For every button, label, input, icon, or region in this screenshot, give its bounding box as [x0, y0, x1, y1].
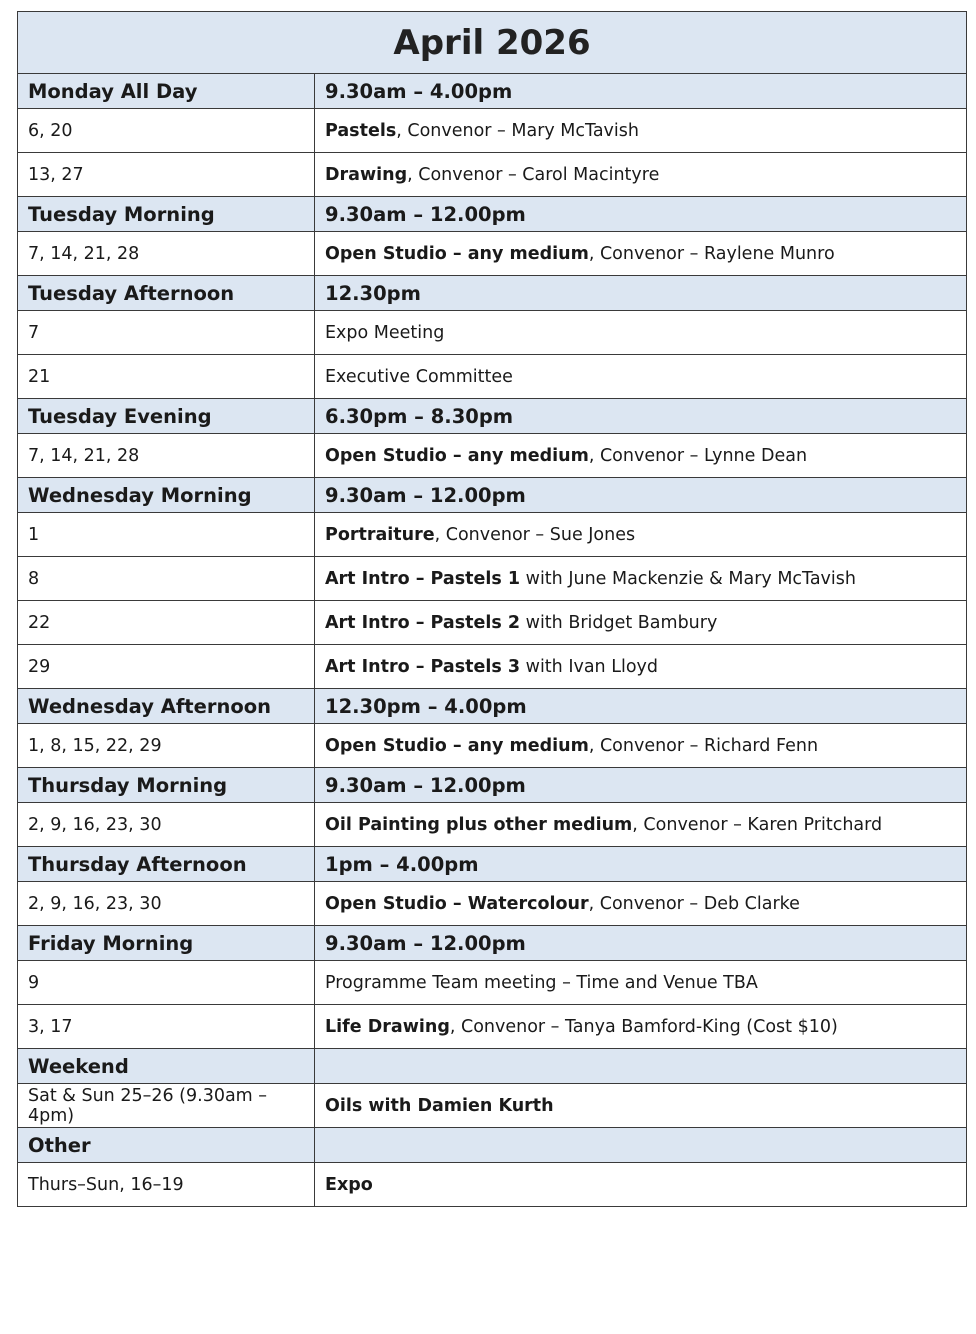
table-row: [18, 1005, 967, 1049]
section-header-row: [18, 478, 967, 513]
table-row: [18, 513, 967, 557]
session-description: [315, 1005, 967, 1049]
section-day-label: Friday Morning: [18, 926, 315, 961]
session-details: , Convenor – Richard Fenn: [588, 735, 819, 756]
section-header-row: [18, 276, 967, 311]
table-row: [18, 355, 967, 399]
session-dates: 7, 14, 21, 28: [18, 232, 315, 276]
section-time: [315, 1128, 967, 1163]
session-dates: 8: [18, 557, 315, 601]
session-description: [315, 803, 967, 847]
section-time: [315, 1049, 967, 1084]
section-time: 12.30pm: [315, 276, 967, 311]
section-day-label: Tuesday Morning: [18, 197, 315, 232]
session-dates: 22: [18, 601, 315, 645]
session-details: with Ivan Lloyd: [520, 656, 658, 677]
section-day-label: Tuesday Afternoon: [18, 276, 315, 311]
session-title: Art Intro – Pastels 2: [325, 612, 521, 633]
session-title: Art Intro – Pastels 1: [325, 568, 521, 589]
session-details: , Convenor – Lynne Dean: [588, 445, 808, 466]
session-dates: 3, 17: [18, 1005, 315, 1049]
session-dates: Sat & Sun 25–26 (9.30am – 4pm): [18, 1084, 315, 1128]
session-dates: 7: [18, 311, 315, 355]
session-description: [315, 645, 967, 689]
section-time: 9.30am – 12.00pm: [315, 478, 967, 513]
session-dates: 2, 9, 16, 23, 30: [18, 882, 315, 926]
session-details: , Convenor – Mary McTavish: [396, 120, 639, 141]
table-row: [18, 803, 967, 847]
session-title: Oil Painting plus other medium: [325, 814, 633, 835]
table-row: [18, 434, 967, 478]
session-title: Life Drawing: [325, 1016, 450, 1037]
section-header-row: [18, 74, 967, 109]
session-dates: 1: [18, 513, 315, 557]
session-description: [315, 882, 967, 926]
section-day-label: Thursday Afternoon: [18, 847, 315, 882]
section-header-row: [18, 926, 967, 961]
session-dates: 29: [18, 645, 315, 689]
session-details: with Bridget Bambury: [520, 612, 718, 633]
session-title: Oils with Damien Kurth: [325, 1095, 554, 1116]
session-title: Pastels: [325, 120, 397, 141]
section-time: 6.30pm – 8.30pm: [315, 399, 967, 434]
session-description: [315, 109, 967, 153]
session-dates: 1, 8, 15, 22, 29: [18, 724, 315, 768]
session-title: Expo: [325, 1174, 373, 1195]
session-description: [315, 1163, 967, 1207]
session-details: Expo Meeting: [325, 322, 445, 343]
section-time: 9.30am – 4.00pm: [315, 74, 967, 109]
table-row: [18, 232, 967, 276]
section-day-label: Thursday Morning: [18, 768, 315, 803]
session-title: Art Intro – Pastels 3: [325, 656, 521, 677]
section-time: 9.30am – 12.00pm: [315, 197, 967, 232]
session-description: [315, 232, 967, 276]
session-description: [315, 601, 967, 645]
table-row: [18, 1084, 967, 1128]
session-description: [315, 153, 967, 197]
session-dates: Thurs–Sun, 16–19: [18, 1163, 315, 1207]
section-time: 9.30am – 12.00pm: [315, 926, 967, 961]
section-day-label: Tuesday Evening: [18, 399, 315, 434]
session-description: [315, 513, 967, 557]
section-time: 12.30pm – 4.00pm: [315, 689, 967, 724]
page-title: April 2026: [18, 12, 967, 74]
session-details: , Convenor – Deb Clarke: [588, 893, 800, 914]
table-row: [18, 1163, 967, 1207]
session-details: , Convenor – Karen Pritchard: [632, 814, 883, 835]
session-details: , Convenor – Raylene Munro: [588, 243, 835, 264]
session-details: Executive Committee: [325, 366, 513, 387]
table-row: [18, 311, 967, 355]
session-description: [315, 355, 967, 399]
section-header-row: [18, 847, 967, 882]
table-row: [18, 601, 967, 645]
session-details: , Convenor – Sue Jones: [434, 524, 636, 545]
section-time: 9.30am – 12.00pm: [315, 768, 967, 803]
table-row: [18, 109, 967, 153]
table-row: [18, 724, 967, 768]
session-details: , Convenor – Tanya Bamford-King (Cost $10): [449, 1016, 838, 1037]
table-row: [18, 645, 967, 689]
section-header-row: [18, 1128, 967, 1163]
title-row: [18, 12, 967, 74]
section-header-row: [18, 399, 967, 434]
section-day-label: Monday All Day: [18, 74, 315, 109]
session-dates: 2, 9, 16, 23, 30: [18, 803, 315, 847]
section-header-row: [18, 197, 967, 232]
session-title: Open Studio – any medium: [325, 735, 589, 756]
session-description: [315, 434, 967, 478]
session-details: with June Mackenzie & Mary McTavish: [520, 568, 856, 589]
session-dates: 7, 14, 21, 28: [18, 434, 315, 478]
table-row: [18, 882, 967, 926]
session-description: [315, 961, 967, 1005]
session-dates: 13, 27: [18, 153, 315, 197]
section-day-label: Other: [18, 1128, 315, 1163]
session-description: [315, 557, 967, 601]
section-time: 1pm – 4.00pm: [315, 847, 967, 882]
session-description: [315, 724, 967, 768]
section-header-row: [18, 1049, 967, 1084]
session-dates: 21: [18, 355, 315, 399]
session-details: Programme Team meeting – Time and Venue TBA: [325, 972, 758, 993]
session-title: Open Studio – Watercolour: [325, 893, 589, 914]
table-row: [18, 153, 967, 197]
section-day-label: Weekend: [18, 1049, 315, 1084]
session-title: Open Studio – any medium: [325, 445, 589, 466]
session-details: , Convenor – Carol Macintyre: [407, 164, 660, 185]
section-header-row: [18, 689, 967, 724]
table-row: [18, 961, 967, 1005]
section-header-row: [18, 768, 967, 803]
session-title: Open Studio – any medium: [325, 243, 589, 264]
session-dates: 9: [18, 961, 315, 1005]
section-day-label: Wednesday Afternoon: [18, 689, 315, 724]
session-description: [315, 311, 967, 355]
schedule-table: [17, 11, 967, 1207]
table-row: [18, 557, 967, 601]
session-title: Portraiture: [325, 524, 435, 545]
session-title: Drawing: [325, 164, 408, 185]
session-description: [315, 1084, 967, 1128]
session-dates: 6, 20: [18, 109, 315, 153]
section-day-label: Wednesday Morning: [18, 478, 315, 513]
